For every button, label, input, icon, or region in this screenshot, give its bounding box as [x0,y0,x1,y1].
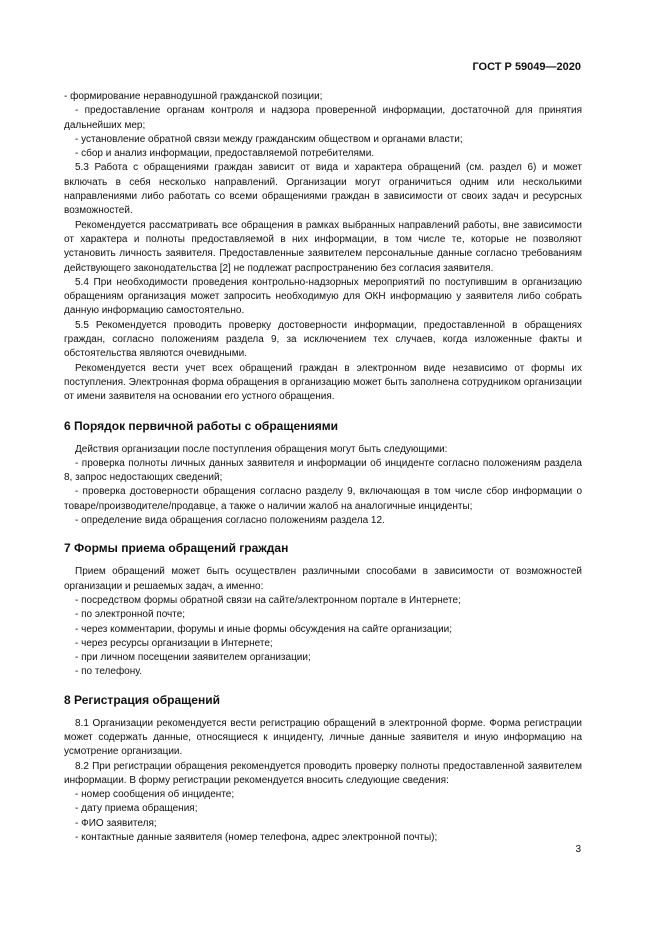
paragraph: - сбор и анализ информации, предоставляемой потребителями. [75,148,375,160]
paragraph: - проверка полноты личных данных заявителя и информации об инциденте согласно положениям раздела 8, запрос недостающих сведений; [64,457,582,484]
section-heading: 6 Порядок первичной работы с обращениями [64,418,339,433]
paragraph: - ФИО заявителя; [75,817,157,829]
section-heading: 7 Формы приема обращений граждан [64,541,289,556]
paragraph: - предоставление органам контроля и надзора проверенной информации, достаточной для принятия дальнейших мер; [64,105,582,131]
paragraph: 5.5 Рекомендуется проводить проверку достоверности информации, предоставленной в обращениях граждан, согласно положениям раздела 9, за исключением тех случаев, когда изложенные факты и обстоятельства являются очевидными. [64,319,582,360]
paragraph: 8.2 При регистрации обращения рекомендуется проводить проверку полноты предоставленной заявителем информации. В форму регистрации рекомендуется вносить следующие сведения: [64,760,582,786]
document-code: ГОСТ Р 59049—2020 [472,61,581,73]
paragraph: - определение вида обращения согласно положениям раздела 12. [75,515,385,527]
page-number: 3 [575,844,581,855]
paragraph: - установление обратной связи между гражданским обществом и органами власти; [75,133,463,145]
paragraph: - проверка достоверности обращения согласно разделу 9, включающая в том числе сбор информации о товаре/производителе/продавце, а также о наличии жалоб на аналогичные инциденты; [64,486,582,512]
paragraph: - через ресурсы организации в Интернете; [75,637,273,649]
paragraph: - при личном посещении заявителем организации; [75,652,311,664]
paragraph: Прием обращений может быть осуществлен различными способами в зависимости от возможностей организации и решаемых задач, а именно: [64,566,582,592]
paragraph: - номер сообщения об инциденте; [75,789,235,801]
paragraph: - дату приема обращения; [75,803,198,815]
paragraph: 5.3 Работа с обращениями граждан зависит от вида и характера обращений (см. раздел 6) и может включать в себя несколько направлений. Организации могут ограничиться одним или несколькими направлениями либо работать со всеми обращениями граждан в зависимости от своих задач и ресурсных возможностей. [64,162,582,217]
paragraph: 5.4 При необходимости проведения контрольно-надзорных мероприятий по поступившим в организацию обращениям организация может запросить необходимую для ОКН информацию у заявителя либо собрать данную информацию самостоятельно. [64,276,582,317]
paragraph: Действия организации после поступления обращения могут быть следующими: [75,443,448,455]
paragraph: - формирование неравнодушной гражданской позиции; [64,91,323,102]
paragraph: - через комментарии, форумы и иные формы обсуждения на сайте организации; [75,623,453,635]
paragraph: 8.1 Организации рекомендуется вести регистрацию обращений в электронной форме. Форма регистрации может содержать данные, относящиеся к инциденту, личные данные заявителя и иную информацию на усмотрение организации. [64,717,582,758]
paragraph: - контактные данные заявителя (номер телефона, адрес электронной почты); [75,832,438,844]
paragraph: - по электронной почте; [75,609,186,621]
paragraph: Рекомендуется рассматривать все обращения в рамках выбранных направлений работы, вне зависимости от характера и полноты предоставляемой в них информации, в том числе те, которые не позволяют установить личность заявителя. Предоставленные заявителем персональные данные согласно требованиям действующего законодательства [2] не подлежат распространению без согласия заявителя. [64,219,582,274]
paragraph: - по телефону. [75,666,143,678]
section-heading: 8 Регистрация обращений [64,692,220,707]
paragraph: Рекомендуется вести учет всех обращений граждан в электронном виде независимо от формы их поступления. Электронная форма обращения в организацию может быть заполнена сотрудником организации от имени заявителя на основании его устного обращения. [64,362,582,403]
paragraph: - посредством формы обратной связи на сайте/электронном портале в Интернете; [75,594,461,606]
page-body [64,90,582,845]
